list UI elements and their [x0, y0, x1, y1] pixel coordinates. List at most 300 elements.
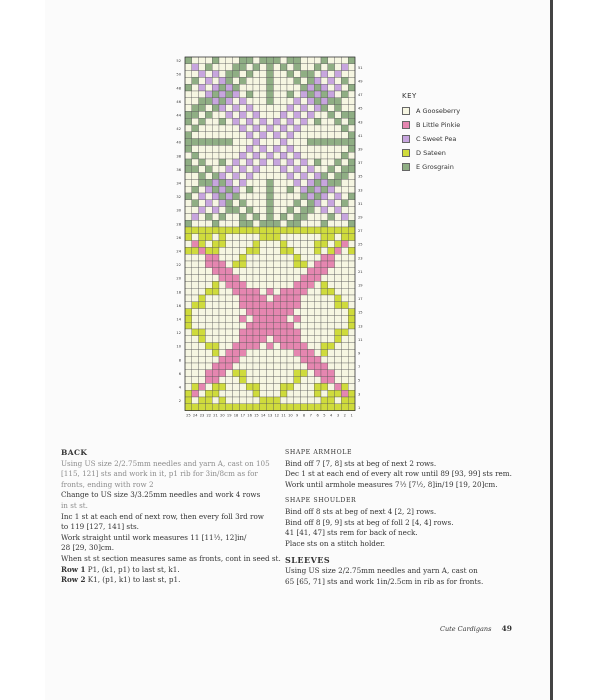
chart-cell	[267, 227, 274, 234]
chart-cell	[260, 349, 267, 356]
chart-cell	[253, 145, 260, 152]
chart-cell	[205, 281, 212, 288]
chart-cell	[321, 200, 328, 207]
chart-cell	[280, 247, 287, 254]
chart-cell	[267, 363, 274, 370]
chart-cell	[260, 247, 267, 254]
chart-cell	[294, 118, 301, 125]
chart-cell	[185, 329, 192, 336]
chart-cell	[314, 193, 321, 200]
chart-cell	[226, 159, 233, 166]
chart-cell	[314, 383, 321, 390]
chart-cell	[246, 64, 253, 71]
chart-cell	[192, 268, 199, 275]
chart-cell	[301, 207, 308, 214]
chart-cell	[321, 397, 328, 404]
chart-cell	[192, 363, 199, 370]
chart-cell	[287, 227, 294, 234]
chart-cell	[307, 207, 314, 214]
chart-cell	[205, 397, 212, 404]
chart-cell	[321, 213, 328, 220]
chart-cell	[185, 377, 192, 384]
chart-cell	[307, 111, 314, 118]
chart-cell	[321, 77, 328, 84]
chart-cell	[341, 227, 348, 234]
chart-cell	[192, 179, 199, 186]
chart-cell	[192, 207, 199, 214]
chart-cell	[335, 64, 342, 71]
chart-cell	[246, 404, 253, 411]
chart-cell	[185, 220, 192, 227]
chart-cell	[273, 377, 280, 384]
chart-cell	[273, 77, 280, 84]
chart-cell	[280, 98, 287, 105]
chart-cell	[267, 383, 274, 390]
chart-cell	[246, 363, 253, 370]
chart-cell	[314, 343, 321, 350]
chart-cell	[335, 57, 342, 64]
chart-cell	[348, 118, 355, 125]
chart-cell	[233, 111, 240, 118]
chart-cell	[192, 200, 199, 207]
chart-cell	[212, 213, 219, 220]
chart-cell	[199, 220, 206, 227]
chart-cell	[335, 186, 342, 193]
chart-cell	[335, 227, 342, 234]
chart-cell	[307, 166, 314, 173]
chart-cell	[260, 329, 267, 336]
chart-cell	[341, 275, 348, 282]
chart-cell	[328, 363, 335, 370]
chart-cell	[341, 98, 348, 105]
chart-cell	[226, 173, 233, 180]
chart-cell	[341, 179, 348, 186]
chart-cell	[273, 261, 280, 268]
chart-cell	[205, 343, 212, 350]
row-1-label: Row 1	[61, 564, 86, 574]
chart-cell	[219, 152, 226, 159]
chart-cell	[212, 71, 219, 78]
chart-cell	[253, 383, 260, 390]
chart-cell	[287, 186, 294, 193]
chart-cell	[328, 322, 335, 329]
chart-label: 16	[176, 303, 181, 308]
text-line: Bind off 8 [9, 9] sts at beg of foll 2 [4, 4] rows.	[285, 517, 454, 527]
chart-cell	[226, 84, 233, 91]
chart-cell	[253, 288, 260, 295]
chart-cell	[219, 64, 226, 71]
chart-cell	[321, 227, 328, 234]
chart-cell	[212, 370, 219, 377]
chart-cell	[199, 105, 206, 112]
chart-cell	[246, 166, 253, 173]
chart-cell	[280, 343, 287, 350]
chart-cell	[205, 404, 212, 411]
chart-cell	[273, 343, 280, 350]
chart-cell	[226, 179, 233, 186]
chart-cell	[348, 383, 355, 390]
chart-cell	[212, 363, 219, 370]
chart-cell	[267, 370, 274, 377]
chart-label: 15	[358, 310, 363, 315]
chart-cell	[226, 186, 233, 193]
text-line: Change to US size 3/3.25mm needles and work 4 rows	[61, 490, 261, 500]
chart-cell	[307, 295, 314, 302]
chart-cell	[212, 145, 219, 152]
chart-cell	[185, 57, 192, 64]
chart-cell	[273, 145, 280, 152]
chart-cell	[335, 302, 342, 309]
chart-cell	[233, 200, 240, 207]
chart-cell	[253, 336, 260, 343]
chart-cell	[273, 111, 280, 118]
chart-cell	[260, 309, 267, 316]
chart-cell	[267, 302, 274, 309]
chart-cell	[328, 343, 335, 350]
chart-cell	[267, 241, 274, 248]
chart-cell	[246, 213, 253, 220]
chart-cell	[321, 370, 328, 377]
chart-cell	[226, 322, 233, 329]
chart-cell	[294, 383, 301, 390]
chart-cell	[273, 166, 280, 173]
chart-cell	[294, 404, 301, 411]
chart-cell	[328, 302, 335, 309]
chart-cell	[280, 159, 287, 166]
chart-cell	[199, 288, 206, 295]
chart-cell	[280, 193, 287, 200]
chart-cell	[233, 275, 240, 282]
chart-label: 13	[358, 324, 363, 329]
chart-cell	[335, 363, 342, 370]
chart-cell	[205, 179, 212, 186]
chart-cell	[287, 370, 294, 377]
chart-cell	[341, 383, 348, 390]
chart-cell	[219, 275, 226, 282]
chart-cell	[212, 207, 219, 214]
chart-cell	[314, 397, 321, 404]
chart-cell	[294, 377, 301, 384]
chart-label: 22	[176, 263, 181, 268]
chart-cell	[348, 356, 355, 363]
chart-cell	[294, 200, 301, 207]
chart-cell	[328, 288, 335, 295]
chart-cell	[267, 173, 274, 180]
chart-cell	[212, 295, 219, 302]
chart-cell	[233, 315, 240, 322]
chart-cell	[219, 57, 226, 64]
chart-cell	[267, 295, 274, 302]
chart-cell	[348, 64, 355, 71]
chart-cell	[307, 288, 314, 295]
chart-cell	[226, 139, 233, 146]
chart-cell	[307, 173, 314, 180]
chart-cell	[192, 247, 199, 254]
chart-cell	[267, 336, 274, 343]
chart-cell	[328, 404, 335, 411]
chart-cell	[199, 152, 206, 159]
chart-label: 21	[358, 269, 363, 274]
chart-cell	[260, 227, 267, 234]
chart-cell	[314, 302, 321, 309]
chart-cell	[307, 77, 314, 84]
chart-cell	[226, 302, 233, 309]
chart-cell	[192, 118, 199, 125]
chart-cell	[246, 302, 253, 309]
chart-cell	[341, 111, 348, 118]
chart-cell	[267, 397, 274, 404]
chart-cell	[287, 404, 294, 411]
chart-cell	[205, 213, 212, 220]
chart-cell	[219, 193, 226, 200]
chart-cell	[246, 159, 253, 166]
chart-cell	[185, 91, 192, 98]
chart-cell	[185, 139, 192, 146]
chart-cell	[239, 302, 246, 309]
chart-cell	[199, 132, 206, 139]
chart-cell	[219, 91, 226, 98]
chart-cell	[341, 207, 348, 214]
chart-cell	[226, 377, 233, 384]
chart-cell	[314, 98, 321, 105]
chart-cell	[185, 281, 192, 288]
chart-cell	[348, 404, 355, 411]
chart-cell	[199, 234, 206, 241]
chart-label: 37	[358, 161, 363, 166]
chart-cell	[307, 343, 314, 350]
chart-cell	[335, 77, 342, 84]
chart-cell	[294, 193, 301, 200]
chart-cell	[253, 343, 260, 350]
chart-cell	[226, 57, 233, 64]
chart-cell	[233, 166, 240, 173]
chart-cell	[226, 247, 233, 254]
chart-cell	[328, 227, 335, 234]
chart-cell	[205, 111, 212, 118]
chart-cell	[287, 302, 294, 309]
chart-cell	[260, 356, 267, 363]
chart-cell	[233, 64, 240, 71]
chart-cell	[253, 329, 260, 336]
chart-cell	[307, 390, 314, 397]
chart-cell	[307, 370, 314, 377]
chart-cell	[307, 349, 314, 356]
chart-cell	[192, 383, 199, 390]
chart-cell	[246, 179, 253, 186]
chart-cell	[335, 111, 342, 118]
chart-cell	[280, 295, 287, 302]
chart-cell	[239, 261, 246, 268]
chart-cell	[260, 77, 267, 84]
chart-cell	[185, 98, 192, 105]
chart-label: 35	[358, 174, 363, 179]
chart-cell	[294, 173, 301, 180]
chart-label: 51	[358, 65, 363, 70]
chart-cell	[192, 132, 199, 139]
chart-cell	[246, 309, 253, 316]
chart-cell	[246, 390, 253, 397]
chart-cell	[341, 166, 348, 173]
chart-cell	[294, 275, 301, 282]
chart-cell	[239, 234, 246, 241]
chart-label: 22	[206, 413, 212, 418]
chart-cell	[260, 322, 267, 329]
chart-cell	[335, 105, 342, 112]
chart-cell	[253, 356, 260, 363]
chart-cell	[185, 404, 192, 411]
chart-cell	[260, 173, 267, 180]
chart-cell	[301, 302, 308, 309]
key-label: B Little Pinkie	[416, 121, 461, 129]
chart-cell	[287, 390, 294, 397]
key-label: C Sweet Pea	[416, 135, 457, 143]
chart-cell	[301, 145, 308, 152]
chart-cell	[314, 377, 321, 384]
chart-cell	[335, 309, 342, 316]
chart-cell	[226, 200, 233, 207]
chart-cell	[348, 159, 355, 166]
chart-cell	[199, 281, 206, 288]
chart-cell	[253, 309, 260, 316]
chart-cell	[287, 268, 294, 275]
chart-cell	[294, 152, 301, 159]
chart-cell	[341, 309, 348, 316]
chart-cell	[273, 139, 280, 146]
row-1-text: P1, (k1, p1) to last st, k1.	[87, 564, 180, 574]
chart-cell	[246, 207, 253, 214]
chart-label: 50	[176, 72, 181, 77]
section-heading-sleeves: SLEEVES	[285, 555, 331, 566]
chart-cell	[287, 173, 294, 180]
chart-cell	[260, 139, 267, 146]
chart-cell	[287, 139, 294, 146]
chart-label: 19	[358, 283, 363, 288]
chart-cell	[280, 363, 287, 370]
chart-cell	[226, 370, 233, 377]
chart-label: 30	[176, 208, 181, 213]
chart-cell	[307, 186, 314, 193]
chart-cell	[185, 64, 192, 71]
chart-cell	[341, 322, 348, 329]
chart-cell	[192, 193, 199, 200]
chart-cell	[294, 268, 301, 275]
chart-cell	[239, 84, 246, 91]
chart-cell	[287, 98, 294, 105]
chart-cell	[294, 213, 301, 220]
chart-cell	[239, 404, 246, 411]
chart-cell	[239, 105, 246, 112]
chart-cell	[185, 309, 192, 316]
chart-cell	[219, 139, 226, 146]
chart-cell	[185, 77, 192, 84]
chart-cell	[226, 309, 233, 316]
chart-cell	[341, 288, 348, 295]
chart-label: 10	[176, 344, 181, 349]
chart-cell	[233, 268, 240, 275]
chart-cell	[185, 356, 192, 363]
chart-cell	[253, 295, 260, 302]
chart-cell	[226, 71, 233, 78]
chart-cell	[267, 261, 274, 268]
chart-cell	[192, 356, 199, 363]
chart-label: 11	[281, 413, 286, 418]
chart-cell	[294, 241, 301, 248]
chart-cell	[321, 84, 328, 91]
chart-cell	[294, 71, 301, 78]
chart-cell	[239, 64, 246, 71]
chart-cell	[192, 91, 199, 98]
chart-cell	[321, 145, 328, 152]
chart-cell	[226, 315, 233, 322]
chart-cell	[199, 139, 206, 146]
chart-cell	[205, 390, 212, 397]
chart-cell	[185, 261, 192, 268]
chart-label: 25	[358, 242, 363, 247]
chart-cell	[205, 220, 212, 227]
chart-cell	[321, 91, 328, 98]
chart-cell	[301, 254, 308, 261]
chart-cell	[267, 98, 274, 105]
chart-cell	[253, 213, 260, 220]
chart-cell	[253, 227, 260, 234]
chart-cell	[294, 57, 301, 64]
chart-cell	[273, 159, 280, 166]
chart-cell	[246, 77, 253, 84]
chart-cell	[233, 220, 240, 227]
chart-cell	[233, 356, 240, 363]
chart-label: 18	[176, 290, 181, 295]
chart-label: 36	[176, 167, 181, 172]
chart-cell	[328, 377, 335, 384]
chart-cell	[341, 397, 348, 404]
chart-cell	[321, 309, 328, 316]
chart-cell	[233, 57, 240, 64]
chart-cell	[341, 302, 348, 309]
chart-label: 3	[336, 413, 340, 418]
chart-cell	[212, 132, 219, 139]
chart-cell	[280, 241, 287, 248]
chart-cell	[260, 295, 267, 302]
chart-cell	[267, 288, 274, 295]
chart-cell	[301, 309, 308, 316]
chart-cell	[185, 370, 192, 377]
chart-cell	[301, 186, 308, 193]
chart-cell	[199, 268, 206, 275]
chart-cell	[205, 132, 212, 139]
chart-cell	[301, 227, 308, 234]
chart-cell	[246, 377, 253, 384]
chart-label: 44	[176, 113, 181, 118]
chart-cell	[246, 193, 253, 200]
chart-cell	[260, 105, 267, 112]
chart-cell	[307, 315, 314, 322]
chart-cell	[192, 84, 199, 91]
chart-cell	[280, 220, 287, 227]
chart-cell	[341, 254, 348, 261]
chart-cell	[348, 363, 355, 370]
chart-cell	[253, 268, 260, 275]
chart-cell	[192, 145, 199, 152]
chart-cell	[335, 268, 342, 275]
text-line: Using US size 2/2.75mm needles and yarn A, cast on 105	[61, 458, 270, 468]
chart-cell	[280, 336, 287, 343]
chart-cell	[341, 105, 348, 112]
chart-label: 24	[176, 249, 181, 254]
section-heading-back: BACK	[61, 448, 88, 457]
chart-cell	[212, 57, 219, 64]
chart-cell	[348, 139, 355, 146]
chart-cell	[335, 234, 342, 241]
